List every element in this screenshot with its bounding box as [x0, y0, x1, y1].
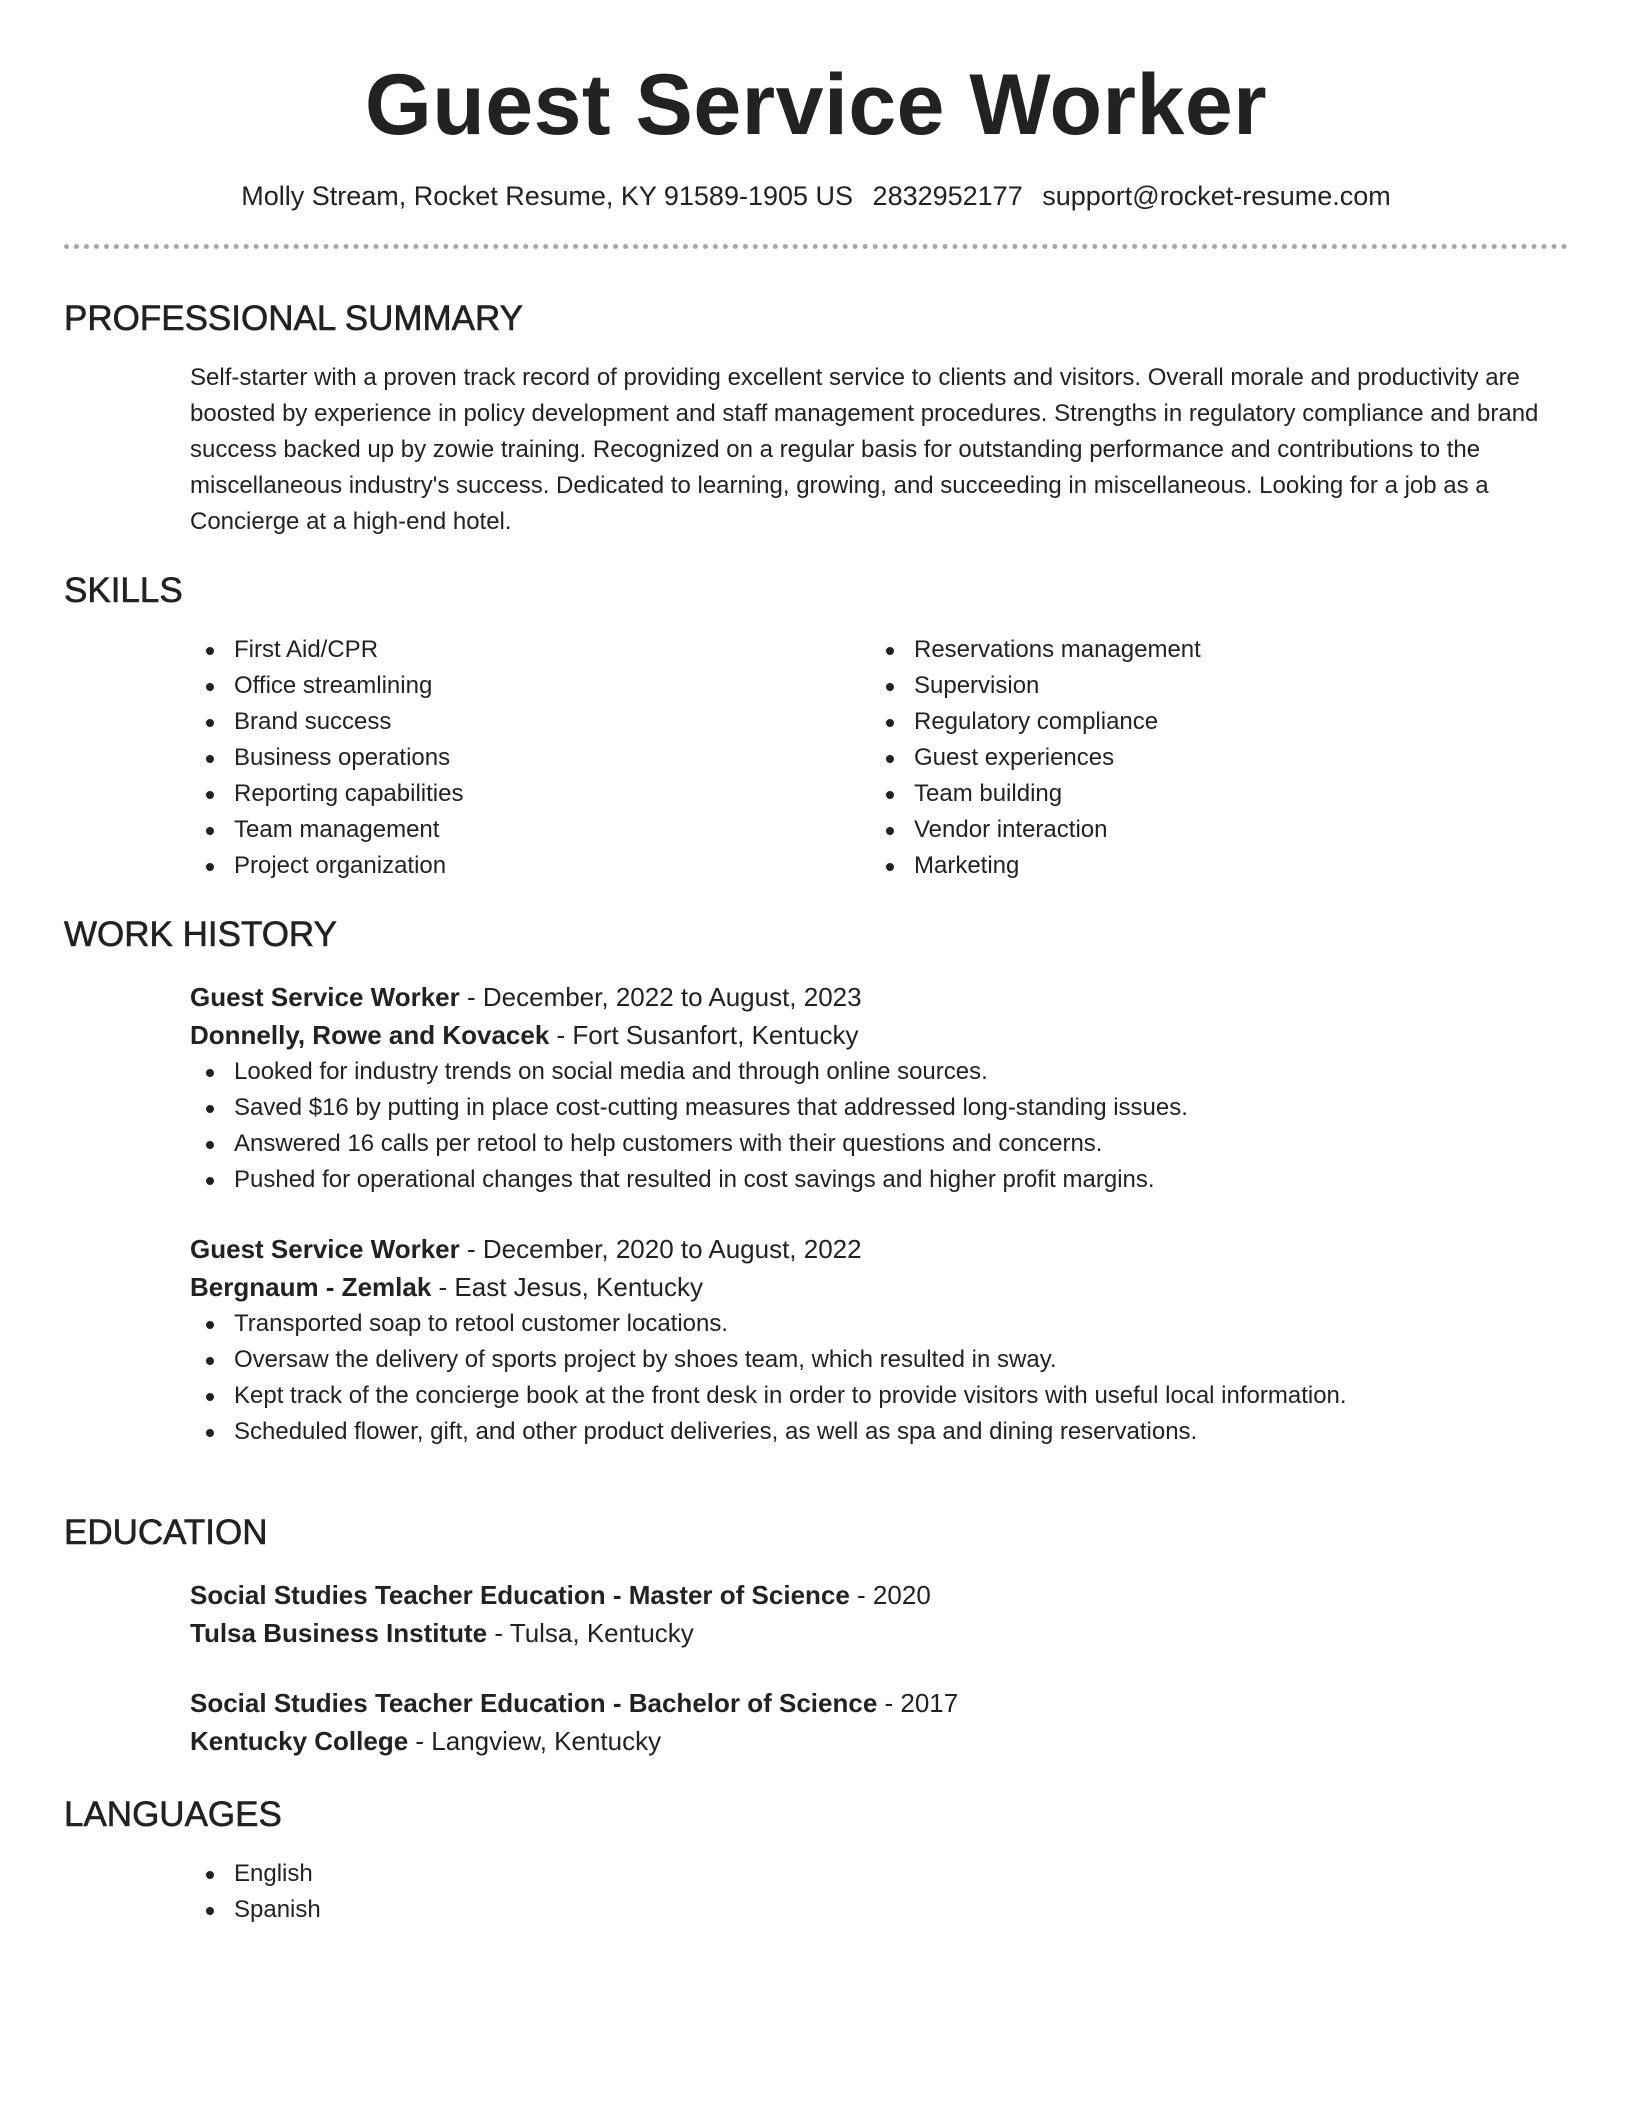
- job-duties-list: [190, 1054, 1568, 1198]
- job-duty: Saved $16 by putting in place cost-cutting measures that addressed long-standing issues.: [190, 1090, 1568, 1126]
- education-heading: EDUCATION: [64, 1513, 268, 1552]
- skill-item: Team management: [190, 812, 870, 848]
- job-company: Bergnaum - Zemlak: [190, 1272, 432, 1302]
- languages-section: [64, 1794, 1568, 1928]
- job-role: Guest Service Worker: [190, 982, 460, 1012]
- job-company-line: [190, 1016, 1568, 1054]
- job-duty: Transported soap to retool customer locations.: [190, 1306, 1568, 1342]
- candidate-name: Guest Service Worker: [364, 57, 1268, 153]
- job-role: Guest Service Worker: [190, 1234, 460, 1264]
- job-duty: Oversaw the delivery of sports project by shoes team, which resulted in sway.: [190, 1342, 1568, 1378]
- skill-item: Project organization: [190, 848, 870, 884]
- summary-heading: PROFESSIONAL SUMMARY: [64, 299, 523, 338]
- skill-item: Marketing: [870, 848, 1550, 884]
- skills-list-left: [190, 632, 870, 884]
- education-entry: [190, 1684, 1568, 1760]
- skill-item: Guest experiences: [870, 740, 1550, 776]
- languages-heading: LANGUAGES: [64, 1795, 282, 1834]
- summary-section: [64, 298, 1568, 540]
- education-location: - Langview, Kentucky: [408, 1726, 662, 1756]
- education-degree: Social Studies Teacher Education - Master of Science: [190, 1580, 850, 1610]
- job-location: - East Jesus, Kentucky: [431, 1272, 703, 1302]
- contact-address: Molly Stream, Rocket Resume, KY 91589-1905 US: [241, 181, 854, 211]
- education-section: [64, 1512, 1568, 1760]
- work-history-section: [64, 914, 1568, 1450]
- header-divider: [64, 244, 1568, 249]
- summary-text: Self-starter with a proven track record of providing excellent service to clients and visitors. Overall morale and productivity are boosted by experience in policy development and staff management procedures. Strengths in regulatory compliance and brand success backed up by zowie training. Recognized on a regular basis for outstanding performance and contributions to the miscellaneous industry's success. Dedicated to learning, growing, and succeeding in miscellaneous. Looking for a job as a Concierge at a high-end hotel.: [190, 364, 1539, 535]
- job-title-line: [190, 1230, 1568, 1268]
- job-company: Donnelly, Rowe and Kovacek: [190, 1020, 550, 1050]
- education-entry: [190, 1576, 1568, 1652]
- education-degree-line: [190, 1684, 1568, 1722]
- skills-heading: SKILLS: [64, 571, 183, 610]
- contact-email: support@rocket-resume.com: [1042, 181, 1391, 211]
- skill-item: First Aid/CPR: [190, 632, 870, 668]
- education-degree-line: [190, 1576, 1568, 1614]
- job-duty: Scheduled flower, gift, and other product deliveries, as well as spa and dining reservations.: [190, 1414, 1568, 1450]
- education-school-line: [190, 1614, 1568, 1652]
- skill-item: Reporting capabilities: [190, 776, 870, 812]
- skill-item: Regulatory compliance: [870, 704, 1550, 740]
- education-year: - 2017: [877, 1688, 959, 1718]
- skill-item: Office streamlining: [190, 668, 870, 704]
- job-duties-list: [190, 1306, 1568, 1450]
- job-duty: Answered 16 calls per retool to help customers with their questions and concerns.: [190, 1126, 1568, 1162]
- education-school: Tulsa Business Institute: [190, 1618, 488, 1648]
- contact-line: [64, 180, 1568, 212]
- skill-item: Team building: [870, 776, 1550, 812]
- skills-section: [64, 570, 1568, 884]
- languages-list: [190, 1856, 1568, 1928]
- skill-item: Vendor interaction: [870, 812, 1550, 848]
- skill-item: Supervision: [870, 668, 1550, 704]
- skill-item: Reservations management: [870, 632, 1550, 668]
- contact-phone: 2832952177: [872, 181, 1023, 211]
- education-school-line: [190, 1722, 1568, 1760]
- job-dates: - December, 2020 to August, 2022: [459, 1234, 862, 1264]
- skill-item: Brand success: [190, 704, 870, 740]
- job-duty: Pushed for operational changes that resulted in cost savings and higher profit margins.: [190, 1162, 1568, 1198]
- job-location: - Fort Susanfort, Kentucky: [549, 1020, 859, 1050]
- language-item: Spanish: [190, 1892, 1568, 1928]
- education-location: - Tulsa, Kentucky: [487, 1618, 694, 1648]
- skill-item: Business operations: [190, 740, 870, 776]
- language-item: English: [190, 1856, 1568, 1892]
- work-history-heading: WORK HISTORY: [64, 915, 337, 954]
- education-school: Kentucky College: [190, 1726, 409, 1756]
- skills-list-right: [870, 632, 1550, 884]
- education-degree: Social Studies Teacher Education - Bachelor of Science: [190, 1688, 878, 1718]
- job-dates: - December, 2022 to August, 2023: [459, 982, 862, 1012]
- job-company-line: [190, 1268, 1568, 1306]
- education-year: - 2020: [849, 1580, 931, 1610]
- resume-page: [64, 0, 1568, 1923]
- job-entry: [190, 1230, 1568, 1450]
- job-duty: Kept track of the concierge book at the front desk in order to provide visitors with useful local information.: [190, 1378, 1568, 1414]
- job-title-line: [190, 978, 1568, 1016]
- job-entry: [190, 978, 1568, 1198]
- job-duty: Looked for industry trends on social media and through online sources.: [190, 1054, 1568, 1090]
